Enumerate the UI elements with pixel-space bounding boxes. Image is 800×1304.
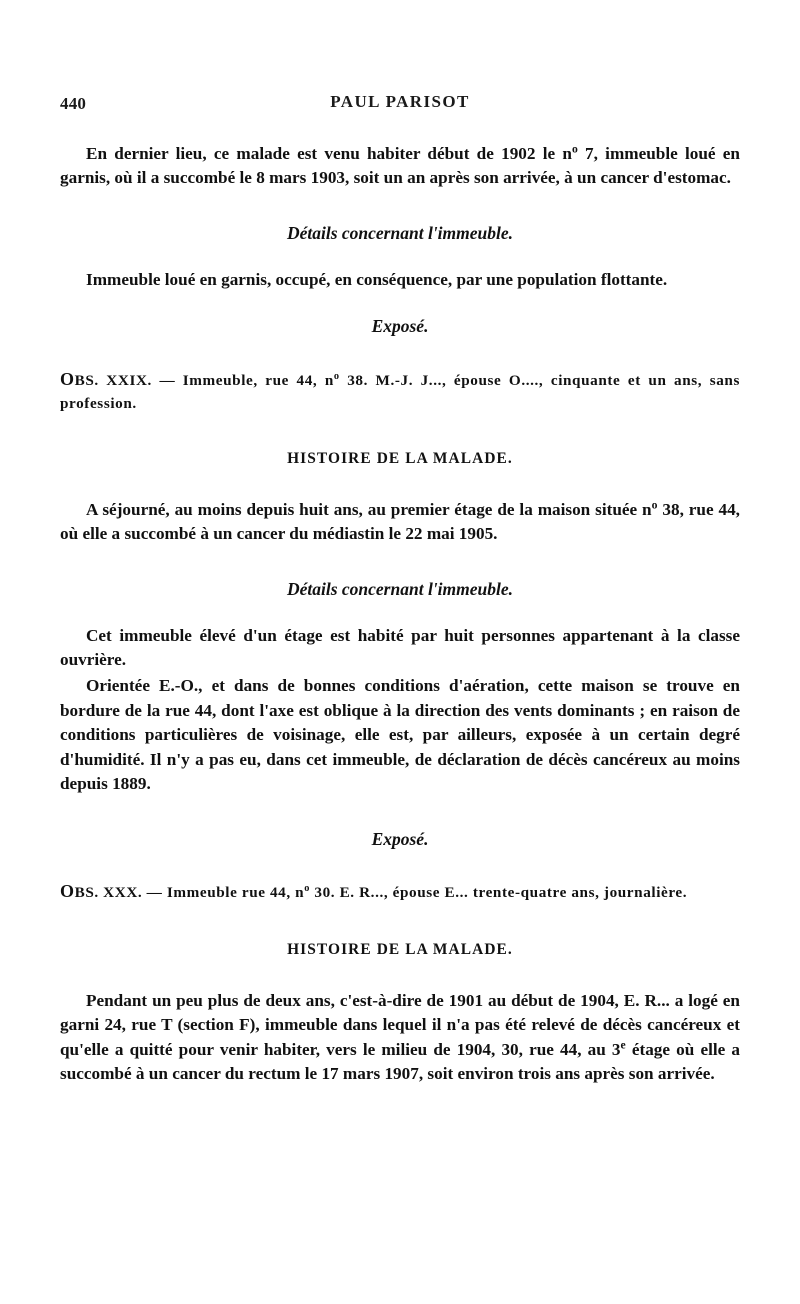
paragraph-immeuble-loue: Immeuble loué en garnis, occupé, en conséquence, par une population flottante. <box>86 269 668 289</box>
section-heading-histoire-2: HISTOIRE DE LA MALADE. <box>287 940 513 958</box>
spacer <box>60 341 740 367</box>
paragraph-sejourne: A séjourné, au moins depuis huit ans, au premier étage de la maison située $n^o$ 38, rue 44, où elle a succombé à un cancer du médiastin le 22 mai 1905. <box>60 498 740 544</box>
spacer <box>60 302 740 314</box>
subheading-details-immeuble-1: Détails concernant l'immeuble. <box>286 222 514 243</box>
spacer <box>60 907 740 939</box>
spacer <box>60 807 740 827</box>
page-header <box>60 92 740 126</box>
observation-30: OBS. XXX. — Immeuble rue 44, $n^o$ 30. E. R..., épouse E... trente-quatre ans, journalière. <box>60 881 688 902</box>
page-number: 440 <box>60 94 87 113</box>
spacer <box>60 557 740 577</box>
paragraph-opening: En dernier lieu, ce malade est venu habiter début de 1902 le $n^o$ 7, immeuble loué en garnis, où il a succombé le 8 mars 1903, soit un an après son arrivée, à un cancer d'estomac. <box>60 142 740 188</box>
section-heading-histoire-1: HISTOIRE DE LA MALADE. <box>287 450 513 468</box>
spacer <box>60 963 740 989</box>
spacer <box>60 604 740 624</box>
paragraph-orientee: Orientée E.-O., et dans de bonnes conditions d'aération, cette maison se trouve en bordure de la rue 44, dont l'axe est oblique à la direction des vents dominants ; en raison de conditions particulières de voisinage, elle est, par ailleurs, exposée à un certain degré d'humidité. Il n'y a pas eu, dans cet immeuble, de déclaration de décès cancéreux au moins depuis 1889. <box>60 676 740 794</box>
spacer <box>60 201 740 221</box>
spacer <box>60 853 740 879</box>
paragraph-pendant: Pendant un peu plus de deux ans, c'est-à-dire de 1901 au début de 1904, E. R... a logé en garni 24, rue T (section F), immeuble dans lequel il n'a pas été relevé de décès cancéreux et qu'elle a quitté pour venir habiter, vers le milieu de 1904, 30, rue 44, au 3e étage où elle a succombé à un cancer du rectum le 17 mars 1907, soit environ trois ans après son arrivée. <box>60 990 740 1084</box>
running-title: PAUL PARISOT <box>330 92 470 111</box>
spacer <box>60 472 740 498</box>
spacer <box>60 416 740 448</box>
subheading-expose-1: Exposé. <box>371 316 429 337</box>
spacer <box>60 248 740 268</box>
subheading-details-immeuble-2: Détails concernant l'immeuble. <box>286 578 514 599</box>
paragraph-cet-immeuble: Cet immeuble élevé d'un étage est habité par huit personnes appartenant à la classe ouvrière. <box>60 625 740 670</box>
observation-29: OBS. XXIX. — Immeuble, rue 44, $n^o$ 38. M.-J. J..., épouse O...., cinquante et un ans, sans profession. <box>60 368 740 412</box>
subheading-expose-2: Exposé. <box>371 828 429 849</box>
